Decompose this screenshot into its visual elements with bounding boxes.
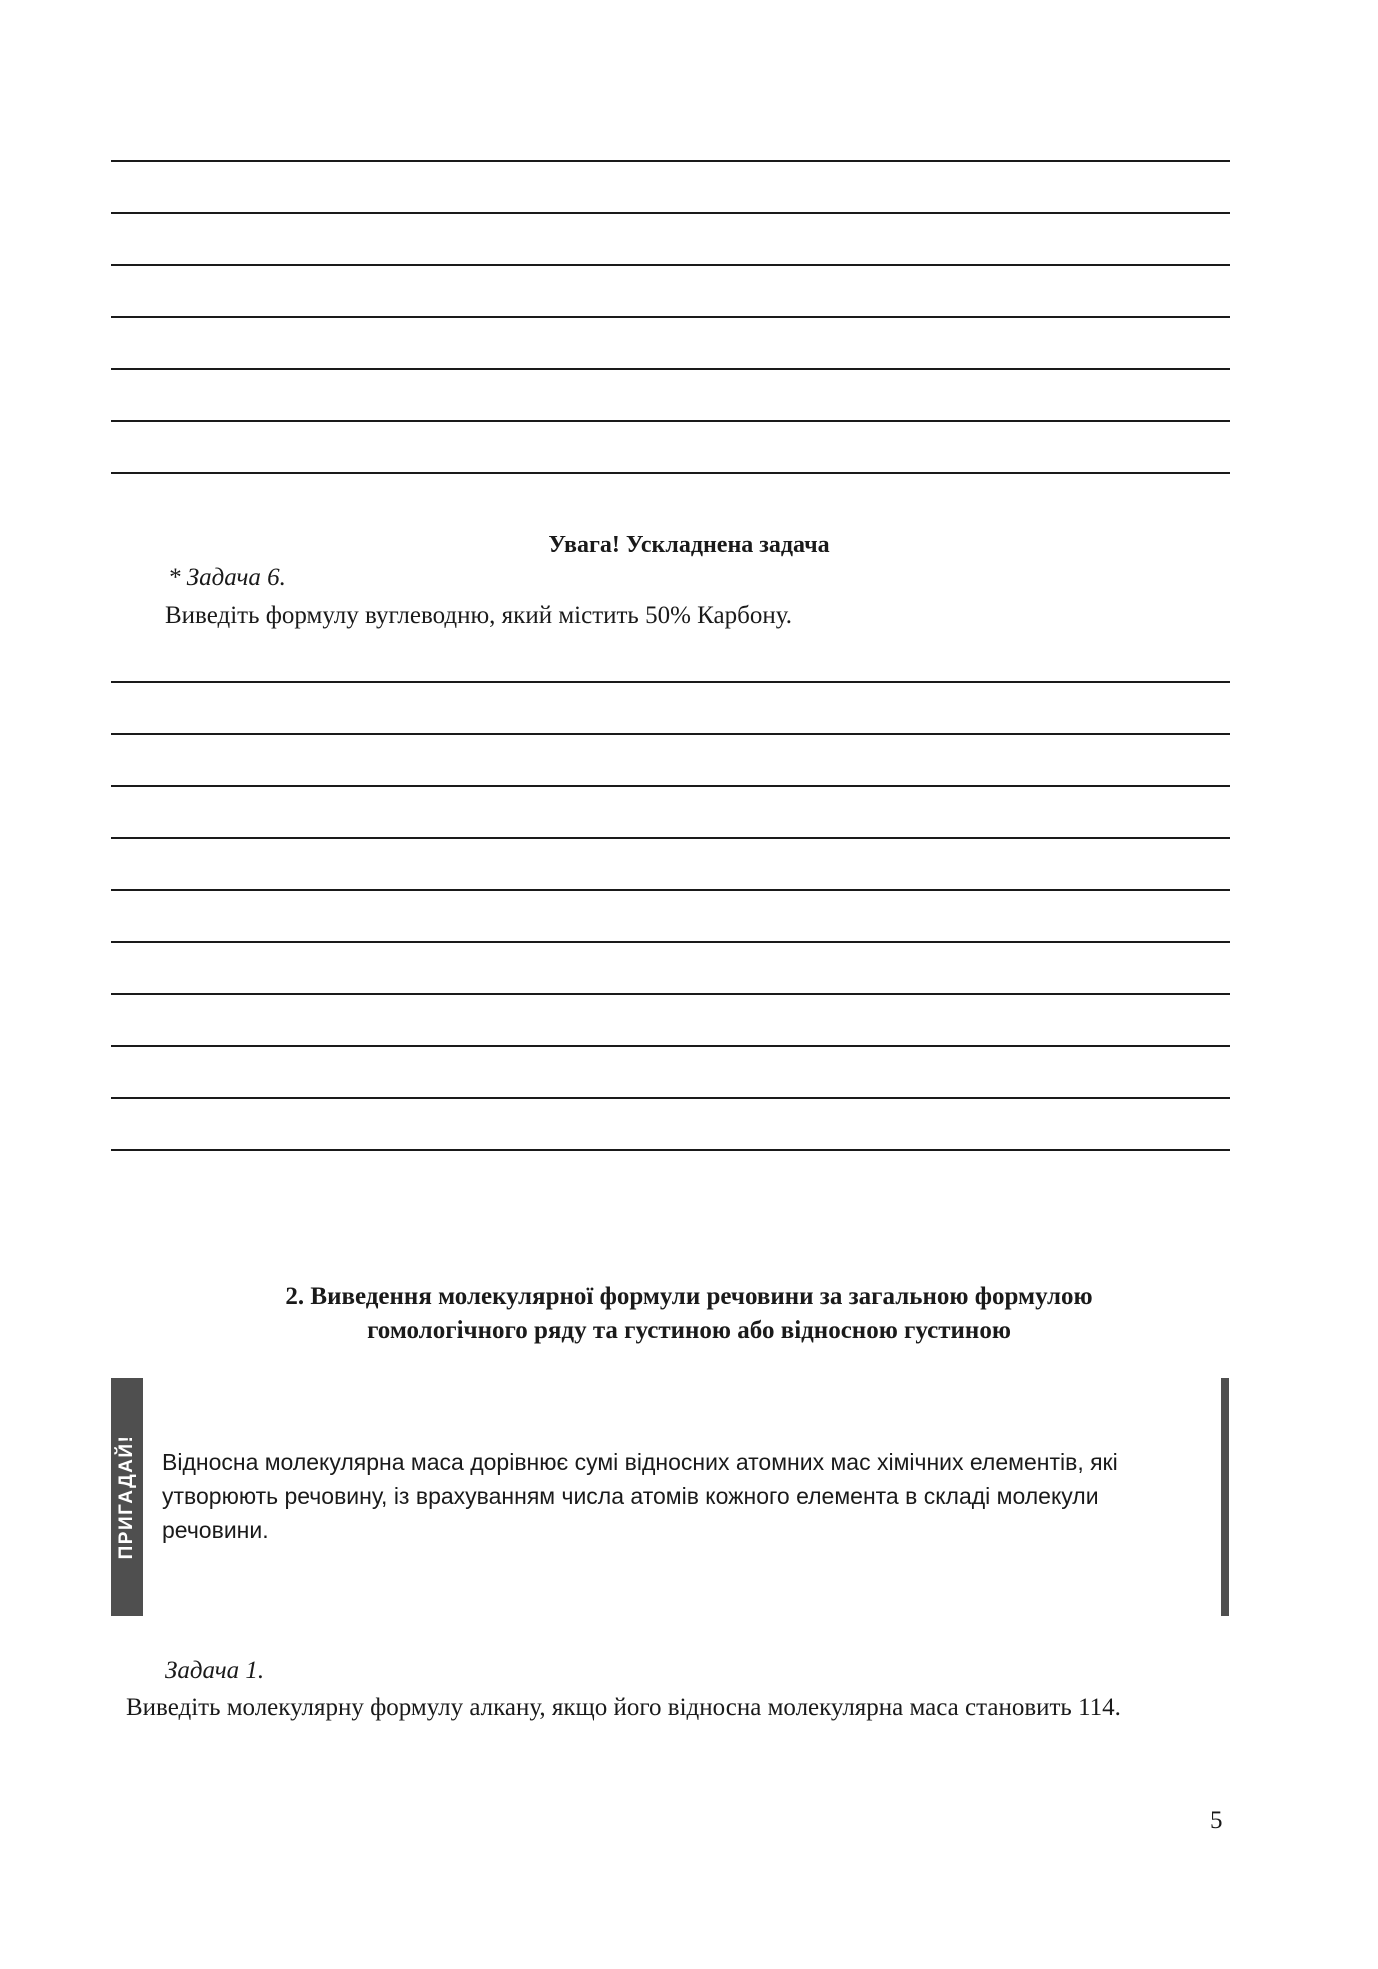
answer-line (111, 837, 1230, 839)
section2-title-line1: 2. Виведення молекулярної формули речовини за загальною формулою (285, 1283, 1093, 1310)
remember-label: ПРИГАДАЙ! (116, 1434, 137, 1560)
answer-line (111, 264, 1230, 266)
answer-line (111, 733, 1230, 735)
section2-title (0, 1280, 1378, 1348)
answer-line (111, 368, 1230, 370)
answer-line (111, 889, 1230, 891)
answer-line (111, 316, 1230, 318)
section2-title-line2: гомологічного ряду та густиною або відносною густиною (367, 1317, 1011, 1344)
task1-text: Виведіть молекулярну формулу алкану, якщо його відносна молекулярна маса становить 114. (126, 1694, 1121, 1721)
answer-line (111, 212, 1230, 214)
answer-line (111, 785, 1230, 787)
warning-title: Увага! Ускладнена задача (548, 532, 830, 558)
answer-line (111, 1045, 1230, 1047)
answer-line (111, 160, 1230, 162)
task1-label: Задача 1. (165, 1657, 265, 1684)
answer-line (111, 941, 1230, 943)
remember-text: Відносна молекулярна маса дорівнює сумі відносних атомних мас хімічних елементів, які утворюють речовину, із врахуванням числа атомів кожного елемента в складі молекули речовини. (162, 1449, 1118, 1543)
answer-line (111, 472, 1230, 474)
task6-text: Виведіть формулу вуглеводню, який містить 50% Карбону. (165, 602, 792, 629)
task6-label: * Задача 6. (168, 564, 286, 591)
remember-right-bar (1221, 1378, 1229, 1616)
page-number: 5 (1210, 1807, 1223, 1834)
answer-line (111, 1149, 1230, 1151)
answer-line (111, 681, 1230, 683)
answer-line (111, 420, 1230, 422)
answer-line (111, 993, 1230, 995)
answer-line (111, 1097, 1230, 1099)
